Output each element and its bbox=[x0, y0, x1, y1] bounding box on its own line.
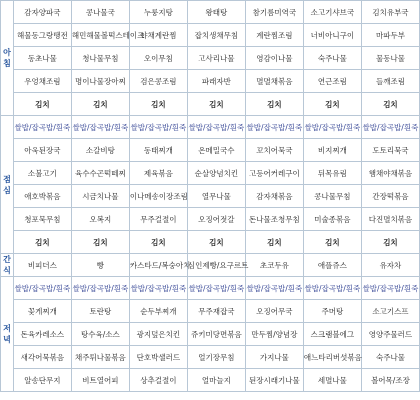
menu-cell: 멸멸채볶음 bbox=[245, 70, 303, 93]
menu-cell: 상추걸절이 bbox=[129, 369, 187, 392]
menu-cell: 뒤목유림 bbox=[303, 162, 361, 185]
menu-cell: 영감이나물 bbox=[245, 47, 303, 70]
menu-cell: 김치 bbox=[303, 93, 361, 116]
menu-cell: 쌀밥/잡곡밥/흰죽 bbox=[187, 277, 245, 300]
menu-cell: 쌀밥/잡곡밥/흰죽 bbox=[245, 116, 303, 139]
menu-cell: 계란찜조림 bbox=[245, 24, 303, 47]
snack-section-label: 간 식 bbox=[1, 254, 14, 277]
snack-row bbox=[1, 254, 420, 277]
menu-cell: 무주걸절이 bbox=[129, 208, 187, 231]
menu-cell: 쌀밥/잡곡밥/흰죽 bbox=[129, 116, 187, 139]
menu-cell: 빵 bbox=[71, 254, 129, 277]
menu-cell: 오복지 bbox=[71, 208, 129, 231]
breakfast-row bbox=[1, 70, 420, 93]
menu-cell: 카스타드/복숭아치 bbox=[129, 254, 187, 277]
menu-cell: 김치 bbox=[129, 93, 187, 116]
menu-cell: 무주재잡국 bbox=[187, 300, 245, 323]
menu-cell: 청나물무침 bbox=[71, 47, 129, 70]
menu-cell: 김치 bbox=[71, 231, 129, 254]
menu-cell: 들깨조림 bbox=[361, 70, 419, 93]
menu-cell: 동태찌개 bbox=[129, 139, 187, 162]
menu-cell: 쌀밥/잡곡밥/흰죽 bbox=[71, 277, 129, 300]
menu-cell: 새각어묵볶음 bbox=[13, 346, 71, 369]
breakfast-section-label: 아 침 bbox=[1, 1, 14, 116]
lunch-row bbox=[1, 162, 420, 185]
menu-cell: 쌀밥/잡곡밥/흰죽 bbox=[303, 116, 361, 139]
breakfast-row bbox=[1, 47, 420, 70]
menu-cell: 이나메송이장조림 bbox=[129, 185, 187, 208]
lunch-row bbox=[1, 208, 420, 231]
menu-cell: 유자차 bbox=[361, 254, 419, 277]
menu-cell: 비트열어피 bbox=[71, 369, 129, 392]
menu-cell: 가지나물 bbox=[245, 346, 303, 369]
menu-cell: 초코두유 bbox=[245, 254, 303, 277]
menu-cell: 쌀밥/잡곡밥/흰죽 bbox=[13, 277, 71, 300]
menu-cell: 오징어무국 bbox=[245, 300, 303, 323]
menu-cell: 순살양념치킨 bbox=[187, 162, 245, 185]
menu-cell: 돈나물조청무침 bbox=[245, 208, 303, 231]
lunch-section-label: 점 심 bbox=[1, 116, 14, 254]
menu-cell: 열무나물 bbox=[187, 185, 245, 208]
menu-cell: 꼬치어묵국 bbox=[245, 139, 303, 162]
menu-cell: 애호박볶음 bbox=[13, 185, 71, 208]
menu-cell: 도토리묵국 bbox=[361, 139, 419, 162]
menu-cell: 토란탕 bbox=[71, 300, 129, 323]
menu-cell: 쌀밥/잡곡밥/흰죽 bbox=[71, 116, 129, 139]
menu-cell: 볼어목/조장 bbox=[361, 369, 419, 392]
menu-cell: 애느타리버섯볶음 bbox=[303, 346, 361, 369]
menu-cell: 청포묵무침 bbox=[13, 208, 71, 231]
menu-cell: 간장떡볶음 bbox=[361, 185, 419, 208]
menu-cell: 소고기샤브국 bbox=[303, 1, 361, 24]
menu-cell: 검은콩조림 bbox=[129, 70, 187, 93]
menu-cell: 연근조림 bbox=[303, 70, 361, 93]
menu-cell: 김치 bbox=[13, 93, 71, 116]
menu-cell: 쌀밥/잡곡밥/흰죽 bbox=[303, 277, 361, 300]
menu-cell: 온메밀국수 bbox=[187, 139, 245, 162]
menu-cell: 얼마늘지 bbox=[187, 369, 245, 392]
menu-cell: 꽃게찌개 bbox=[13, 300, 71, 323]
menu-cell: 쌀밥/잡곡밥/흰죽 bbox=[129, 277, 187, 300]
menu-cell: 시금치나물 bbox=[71, 185, 129, 208]
menu-cell: 김치 bbox=[13, 231, 71, 254]
menu-cell: 파래자반 bbox=[187, 70, 245, 93]
menu-cell: 김치 bbox=[187, 231, 245, 254]
menu-cell: 쌀밥/잡곡밥/흰죽 bbox=[361, 116, 419, 139]
menu-cell: 잡치생채무침 bbox=[187, 24, 245, 47]
menu-cell: 명이나물장아찌 bbox=[71, 70, 129, 93]
menu-cell: 쌀밥/잡곡밥/흰죽 bbox=[13, 116, 71, 139]
menu-cell: 햄채야채볶음 bbox=[361, 162, 419, 185]
dinner-row bbox=[1, 277, 420, 300]
menu-cell: 애플쥬스 bbox=[303, 254, 361, 277]
dinner-row bbox=[1, 369, 420, 392]
menu-cell: 김치 bbox=[245, 93, 303, 116]
menu-cell: 김치 bbox=[303, 231, 361, 254]
breakfast-row bbox=[1, 24, 420, 47]
menu-cell: 김치 bbox=[245, 231, 303, 254]
menu-cell: 숙주나물 bbox=[361, 346, 419, 369]
menu-cell: 아욱된장국 bbox=[13, 139, 71, 162]
menu-cell: 쥬키미당면볶음 bbox=[187, 323, 245, 346]
menu-cell: 쌀밥/잡곡밥/흰죽 bbox=[245, 277, 303, 300]
menu-cell: 왕태탕 bbox=[187, 1, 245, 24]
menu-cell: 마파두부 bbox=[361, 24, 419, 47]
menu-cell: 콩나물국 bbox=[71, 1, 129, 24]
menu-cell: 김치 bbox=[71, 93, 129, 116]
menu-cell: 콩나물무침 bbox=[303, 185, 361, 208]
menu-cell: 단호박샐러드 bbox=[129, 346, 187, 369]
menu-cell: 김치 bbox=[129, 231, 187, 254]
menu-cell: 오이무침 bbox=[129, 47, 187, 70]
menu-cell: 주머탕 bbox=[303, 300, 361, 323]
menu-cell: 김치 bbox=[361, 231, 419, 254]
menu-cell: 쌀밥/잡곡밥/흰죽 bbox=[361, 277, 419, 300]
menu-cell: 영양주물러드 bbox=[361, 323, 419, 346]
menu-cell: 감자채볶음 bbox=[245, 185, 303, 208]
menu-cell: 심인제빵/요구르트 bbox=[187, 254, 245, 277]
menu-cell: 쌀밥/잡곡밥/흰죽 bbox=[187, 116, 245, 139]
menu-cell: 얼기장무침 bbox=[187, 346, 245, 369]
dinner-row bbox=[1, 346, 420, 369]
dinner-row bbox=[1, 323, 420, 346]
menu-cell: 세멸나물 bbox=[303, 369, 361, 392]
menu-cell: 우엉채조림 bbox=[13, 70, 71, 93]
lunch-row bbox=[1, 231, 420, 254]
menu-cell: 김치유부국 bbox=[361, 1, 419, 24]
menu-cell: 동초나물 bbox=[13, 47, 71, 70]
menu-cell: 비지찌개 bbox=[303, 139, 361, 162]
menu-cell: 소고기스프 bbox=[361, 300, 419, 323]
menu-cell: 다진멸치볶음 bbox=[361, 208, 419, 231]
menu-cell: 돈육카레소스 bbox=[13, 323, 71, 346]
menu-cell: 미술종볶음 bbox=[303, 208, 361, 231]
menu-cell: 순두부찌개 bbox=[129, 300, 187, 323]
menu-cell: 누룽지탕 bbox=[129, 1, 187, 24]
menu-cell: 참기름미역국 bbox=[245, 1, 303, 24]
menu-cell: 야채계란찜 bbox=[129, 24, 187, 47]
menu-cell: 너비아니구이 bbox=[303, 24, 361, 47]
menu-cell: 감자양파국 bbox=[13, 1, 71, 24]
menu-cell: 소불고기 bbox=[13, 162, 71, 185]
menu-table-body bbox=[1, 1, 420, 392]
menu-cell: 탕수육/소스 bbox=[71, 323, 129, 346]
lunch-row bbox=[1, 139, 420, 162]
menu-cell: 비피더스 bbox=[13, 254, 71, 277]
menu-cell: 물동나물 bbox=[361, 47, 419, 70]
menu-cell: 김치 bbox=[361, 93, 419, 116]
breakfast-row bbox=[1, 1, 420, 24]
menu-cell: 채주튀나물볶음 bbox=[71, 346, 129, 369]
breakfast-row bbox=[1, 93, 420, 116]
menu-cell: 알송단무지 bbox=[13, 369, 71, 392]
menu-cell: 만두찜/양념장 bbox=[245, 323, 303, 346]
menu-cell: 제육볶음 bbox=[129, 162, 187, 185]
dinner-row bbox=[1, 300, 420, 323]
menu-cell: 김치 bbox=[187, 93, 245, 116]
menu-cell: 육수수곤떡떼찌 bbox=[71, 162, 129, 185]
menu-cell: 고사리나물 bbox=[187, 47, 245, 70]
menu-cell: 오징어젓갈 bbox=[187, 208, 245, 231]
menu-cell: 된장시래기나물 bbox=[245, 369, 303, 392]
menu-cell: 해민해물볼떡스테이크 bbox=[71, 24, 129, 47]
lunch-row bbox=[1, 185, 420, 208]
menu-cell: 고등어커레구이 bbox=[245, 162, 303, 185]
dinner-section-label: 저 녁 bbox=[1, 277, 14, 392]
lunch-row bbox=[1, 116, 420, 139]
menu-cell: 광지덮은치킨 bbox=[129, 323, 187, 346]
menu-cell: 숙주나물 bbox=[303, 47, 361, 70]
menu-cell: 소갈비탕 bbox=[71, 139, 129, 162]
menu-cell: 해물동그랑땡전 bbox=[13, 24, 71, 47]
menu-cell: 스크램블에그 bbox=[303, 323, 361, 346]
